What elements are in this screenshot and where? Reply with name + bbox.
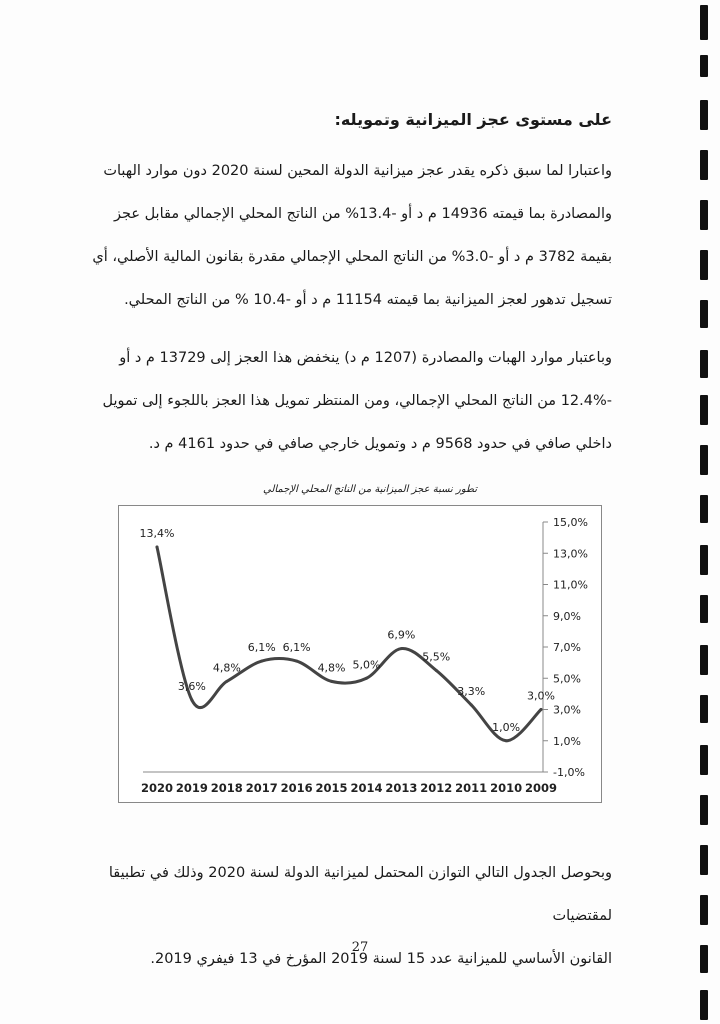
y-tick-label: 1,0%	[553, 734, 581, 748]
data-point	[470, 703, 473, 706]
data-label: 3,3%	[457, 684, 486, 698]
y-tick-label: 7,0%	[553, 641, 581, 654]
data-label: 4,8%	[212, 661, 241, 675]
binder-mark	[700, 595, 708, 623]
binder-mark	[700, 495, 708, 523]
x-tick-label: 2014	[350, 781, 383, 795]
data-label: 4,8%	[317, 661, 346, 675]
data-label: 3,6%	[177, 680, 206, 694]
binder-mark	[700, 695, 708, 723]
series-line	[157, 547, 541, 741]
chart-caption: تطور نسبة عجز الميزانية من الناتج المحلي الإجمالي	[262, 484, 477, 495]
binder-mark	[700, 895, 708, 925]
data-point	[505, 739, 508, 742]
x-tick-label: 2020	[140, 781, 174, 795]
x-tick-label: 2018	[210, 781, 243, 795]
x-tick-label: 2011	[455, 781, 488, 795]
binder-mark	[700, 5, 708, 40]
y-tick-label: 11,0%	[553, 578, 588, 592]
data-point	[156, 546, 159, 549]
binder-mark	[700, 795, 708, 825]
paragraph-line: وباعتبار موارد الهبات والمصادرة (1207 م د) ينخفض هذا العجز إلى 13729 م د أو	[119, 350, 612, 366]
x-tick-label: 2009	[524, 781, 558, 795]
page-number: 27	[351, 940, 369, 955]
paragraph-line: وبحوصل الجدول التالي التوازن المحتمل لميزانية الدولة لسنة 2020 وذلك في تطبيقا لمقتضيات	[108, 865, 612, 924]
x-tick-label: 2019	[175, 781, 208, 795]
x-tick-label: 2015	[315, 781, 348, 795]
data-label: 5,5%	[422, 650, 451, 664]
binder-mark	[700, 350, 708, 378]
paragraph-line: تسجيل تدهور لعجز الميزانية بما قيمته 11154 م د أو -10.4 % من الناتج المحلي.	[124, 292, 612, 308]
y-tick-label: 3,0%	[553, 703, 581, 717]
paragraph-table-intro	[82, 852, 612, 981]
binder-mark	[700, 545, 708, 575]
data-label: 5,0%	[352, 658, 381, 672]
paragraph-line: القانون الأساسي للميزانية عدد 15 لسنة 2019 المؤرخ في 13 فيفري 2019.	[150, 951, 612, 967]
data-label: 3,0%	[527, 689, 555, 703]
data-label: 6,9%	[387, 628, 416, 642]
binder-mark	[700, 645, 708, 675]
y-tick-label: 13,0%	[553, 547, 588, 561]
data-point	[190, 699, 193, 702]
x-tick-label: 2012	[420, 781, 453, 795]
binder-mark	[700, 845, 708, 875]
binder-mark	[700, 445, 708, 475]
data-point	[330, 680, 333, 683]
data-point	[365, 677, 368, 680]
section-heading: على مستوى عجز الميزانية وتمويله:	[334, 110, 612, 129]
y-tick-label: 9,0%	[553, 609, 581, 623]
binder-mark	[700, 395, 708, 425]
paragraph-line: -12.4% من الناتج المحلي الإجمالي، ومن المنتظر تمويل هذا العجز باللجوء إلى تمويل	[102, 393, 612, 409]
binder-mark	[700, 200, 708, 230]
x-tick-label: 2013	[385, 781, 418, 795]
binder-mark	[700, 55, 708, 77]
data-point	[225, 680, 228, 683]
data-label: 13,4%	[139, 527, 175, 540]
chart-frame	[118, 505, 602, 803]
x-tick-label: 2010	[490, 781, 523, 795]
data-point	[260, 660, 263, 663]
y-tick-label: 5,0%	[553, 672, 581, 686]
data-label: 6,1%	[247, 641, 276, 655]
y-tick-label: -1,0%	[553, 766, 585, 779]
binder-mark	[700, 150, 708, 180]
data-point	[435, 669, 438, 672]
binder-mark	[700, 300, 708, 328]
paragraph-deficit	[82, 150, 612, 322]
paragraph-line: بقيمة 3782 م د أو -3.0% من الناتج المحلي الإجمالي مقدرة بقانون المالية الأصلي، أي	[92, 249, 612, 265]
data-label: 6,1%	[282, 641, 311, 655]
data-point	[400, 647, 403, 650]
x-tick-label: 2016	[280, 781, 313, 795]
paragraph-line: داخلي صافي في حدود 9568 م د وتمويل خارجي صافي في حدود 4161 م د.	[148, 436, 612, 452]
binder-mark	[700, 250, 708, 280]
binder-mark	[700, 745, 708, 775]
data-point	[540, 708, 543, 711]
binder-mark	[700, 100, 708, 130]
x-tick-label: 2017	[245, 781, 278, 795]
paragraph-line: والمصادرة بما قيمته 14936 م د أو -13.4% من الناتج المحلي الإجمالي مقابل عجز	[113, 206, 612, 222]
paragraph-line: واعتبارا لما سبق ذكره يقدر عجز ميزانية الدولة المحين لسنة 2020 دون موارد الهبات	[103, 163, 612, 179]
data-point	[295, 660, 298, 663]
paragraph-financing	[82, 337, 612, 466]
data-label: 1,0%	[492, 720, 521, 734]
deficit-line-chart	[119, 506, 601, 802]
y-tick-label: 15,0%	[553, 516, 588, 529]
binder-mark	[700, 990, 708, 1020]
